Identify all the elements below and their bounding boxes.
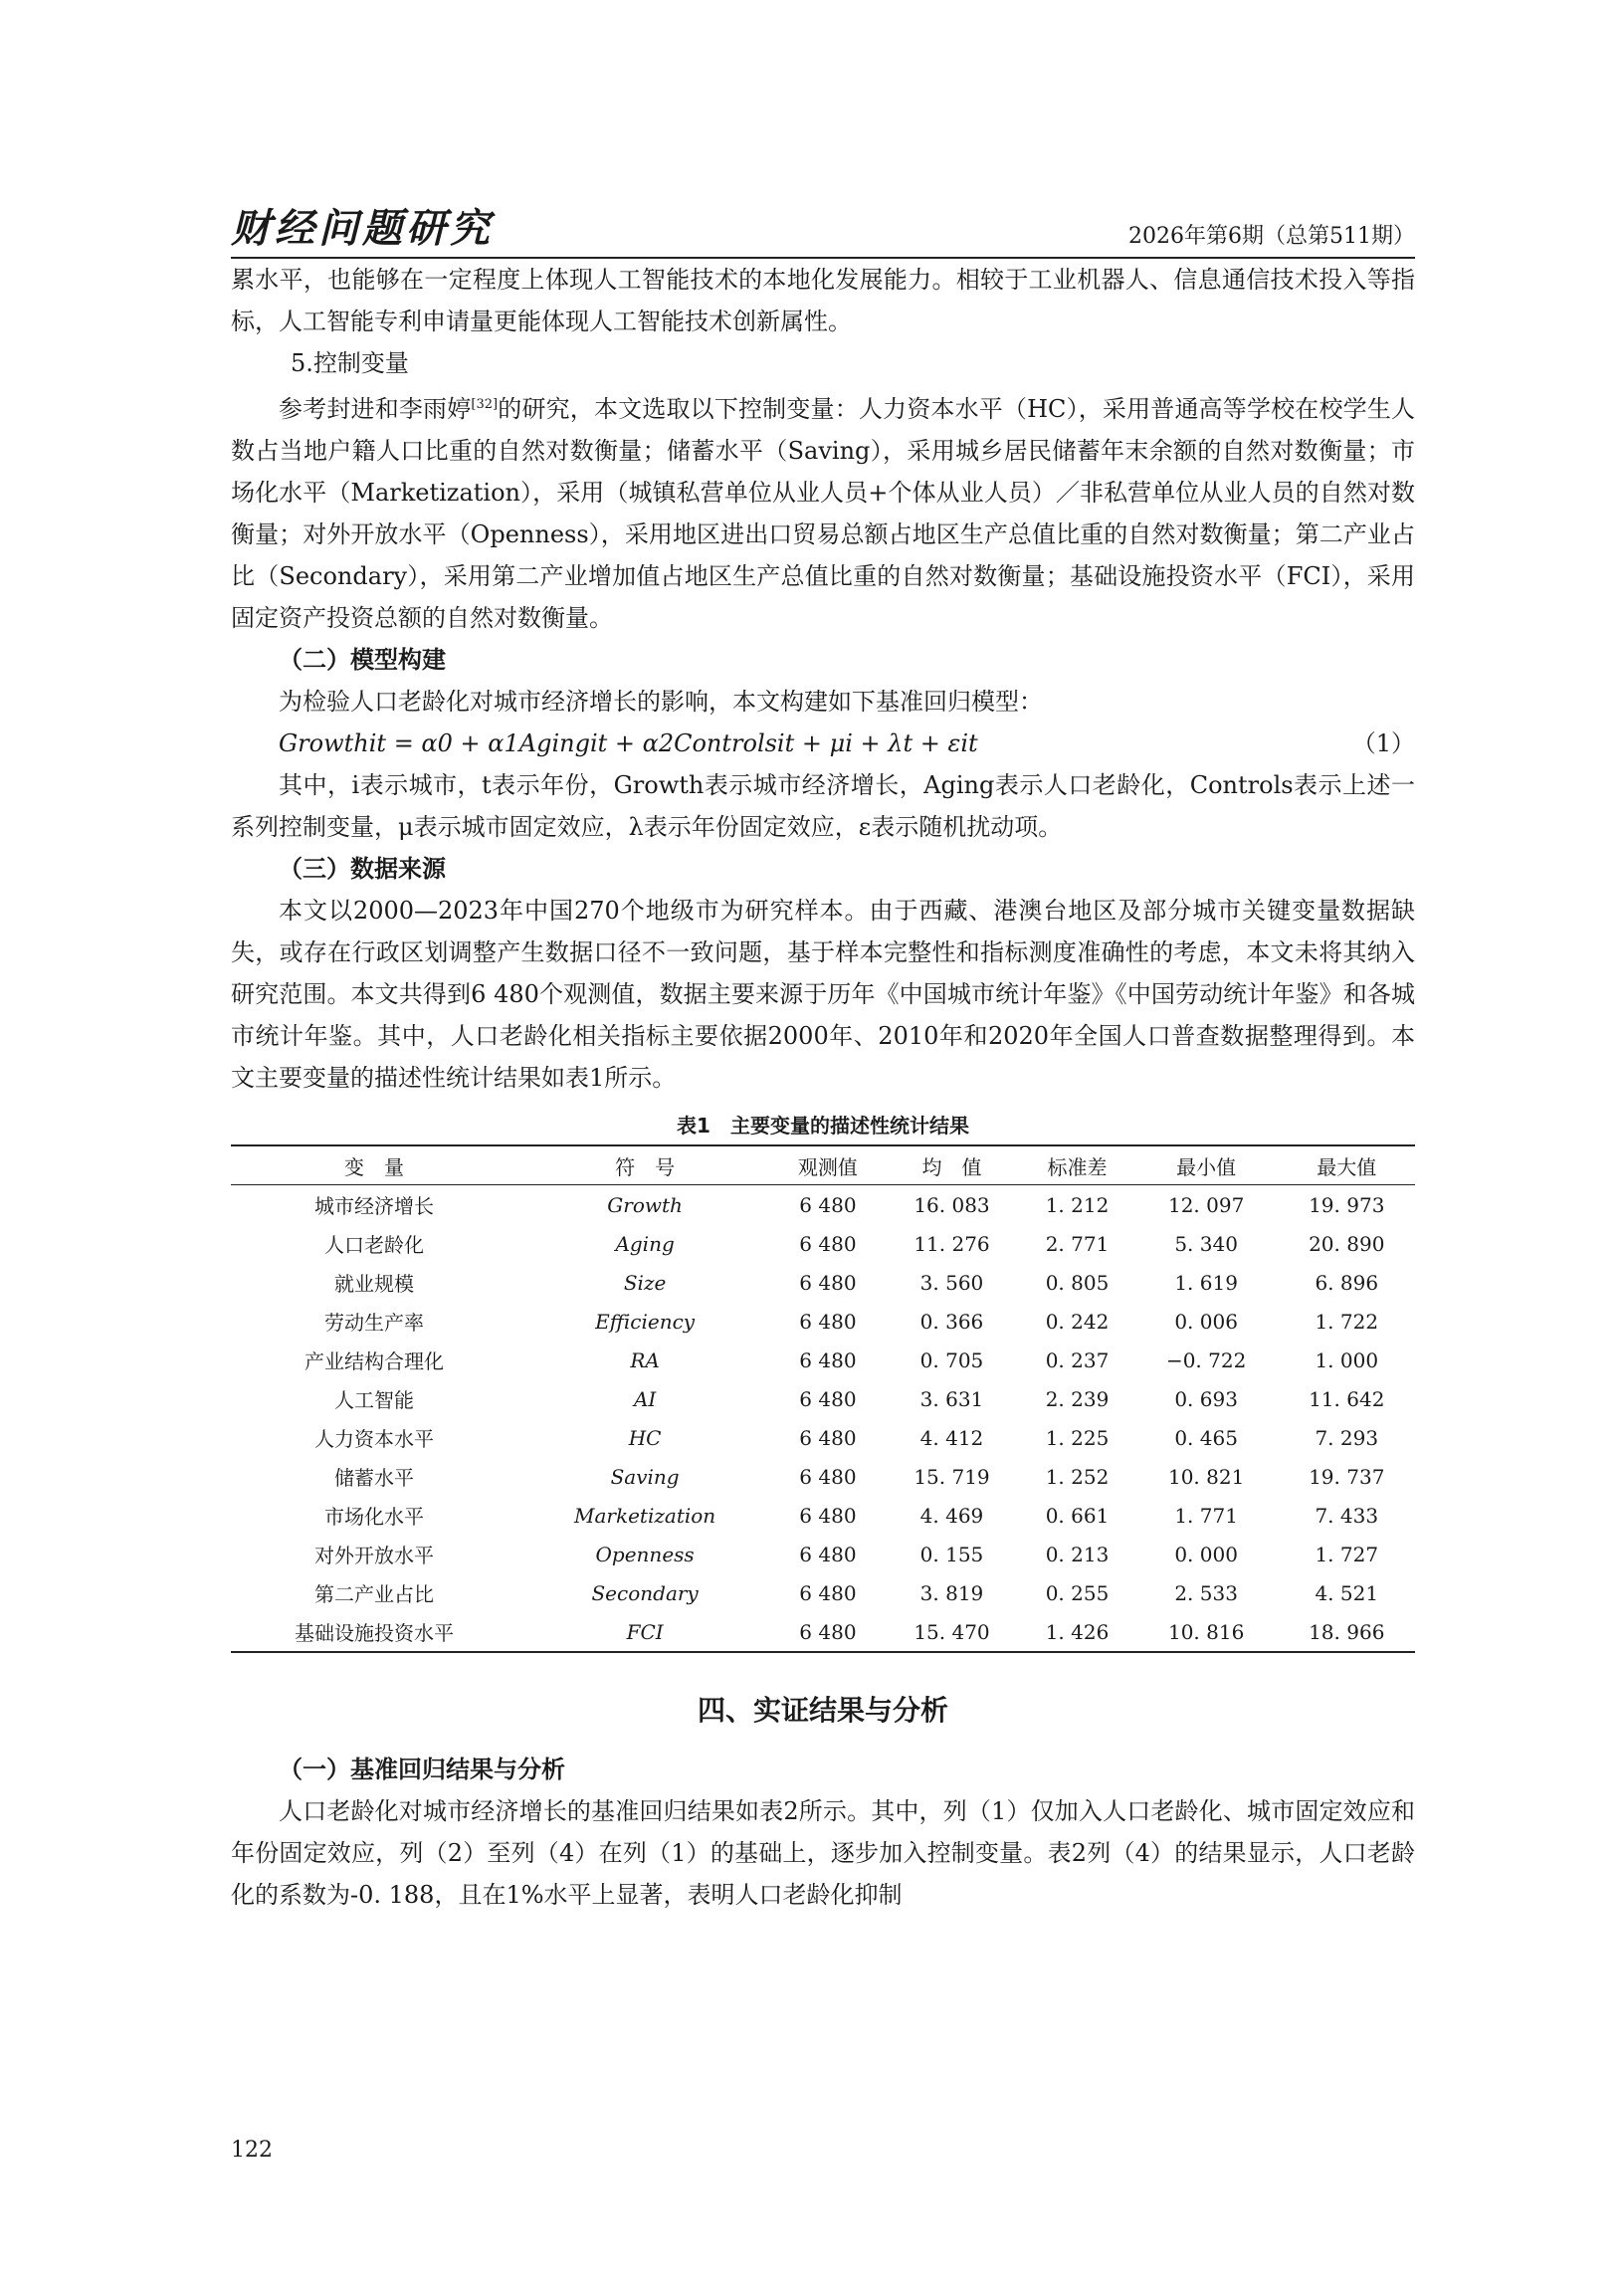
cell-max: 11. 642 (1309, 1386, 1385, 1411)
table-header-row (231, 1145, 1415, 1185)
cell-symbol: Secondary (591, 1580, 699, 1605)
equation-body: Growthit = α0 + α1Agingit + α2Controlsit + μi + λt + εit (279, 729, 978, 757)
cell-max: 19. 737 (1309, 1464, 1385, 1489)
cell-sd: 2. 771 (1045, 1231, 1110, 1256)
cell-sd: 1. 252 (1045, 1464, 1110, 1489)
cell-mean: 4. 412 (919, 1425, 984, 1450)
journal-logo: 财经问题研究 (231, 205, 494, 252)
cell-variable: 人口老龄化 (324, 1233, 425, 1257)
cell-symbol: RA (630, 1347, 660, 1372)
model-intro: 为检验人口老龄化对城市经济增长的影响，本文构建如下基准回归模型： (279, 688, 1043, 716)
cell-min: 2. 533 (1174, 1580, 1238, 1605)
control-variables-paragraph (231, 384, 1415, 639)
model-explanation: 其中，i表示城市，t表示年份，Growth表示城市经济增长，Aging表示人口老龄化，Controls表示上述一系列控制变量，μ表示城市固定效应，λ表示年份固定效应，ε表示随机扰动项。 (231, 771, 1415, 841)
baseline-paragraph: 人口老龄化对城市经济增长的基准回归结果如表2所示。其中，列（1）仅加入人口老龄化、城市固定效应和年份固定效应，列（2）至列（4）在列（1）的基础上，逐步加入控制变量。表2列（4）的结果显示，人口老龄化的系数为-0. 188，且在1%水平上显著，表明人口老龄化抑制 (231, 1797, 1415, 1909)
table-row (231, 1535, 1415, 1573)
cell-symbol: Aging (615, 1231, 675, 1256)
table-body (231, 1185, 1415, 1653)
table-row (231, 1457, 1415, 1496)
cell-min: 0. 465 (1174, 1425, 1238, 1450)
cell-min: 0. 006 (1174, 1309, 1238, 1334)
cell-sd: 1. 225 (1045, 1425, 1110, 1450)
cell-obs: 6 480 (799, 1503, 857, 1528)
citation-ref: [32] (471, 397, 499, 412)
cell-variable: 人力资本水平 (314, 1427, 435, 1451)
cell-symbol: Size (623, 1270, 667, 1295)
cell-min: 12. 097 (1167, 1192, 1245, 1217)
cell-sd: 0. 242 (1045, 1309, 1110, 1334)
control-variables-text-a: 参考封进和李雨婷 (279, 395, 472, 423)
cell-max: 7. 433 (1315, 1503, 1379, 1528)
cell-max: 1. 727 (1315, 1542, 1379, 1566)
cell-max: 18. 966 (1309, 1619, 1385, 1644)
cell-obs: 6 480 (799, 1309, 857, 1334)
equation (231, 723, 1415, 764)
cell-mean: 0. 155 (919, 1542, 984, 1566)
table-row (231, 1573, 1415, 1612)
cell-variable: 对外开放水平 (314, 1544, 435, 1567)
table-row (231, 1302, 1415, 1341)
cell-mean: 3. 560 (919, 1270, 984, 1295)
cell-obs: 6 480 (799, 1619, 857, 1644)
issue-info: 2026年第6期（总第511期） (1128, 224, 1415, 249)
cell-symbol: Saving (610, 1464, 680, 1489)
paper-page (231, 199, 1415, 1916)
table-row (231, 1224, 1415, 1263)
section-model-heading: （二）模型构建 (279, 646, 446, 674)
cell-symbol: HC (628, 1425, 662, 1450)
chapter-heading: 四、实证结果与分析 (697, 1694, 948, 1727)
cell-max: 1. 722 (1315, 1309, 1379, 1334)
cell-max: 1. 000 (1315, 1347, 1379, 1372)
cell-min: −0. 722 (1165, 1347, 1247, 1372)
cell-min: 5. 340 (1174, 1231, 1238, 1256)
cell-symbol: Efficiency (595, 1309, 696, 1334)
data-source-paragraph: 本文以2000—2023年中国270个地级市为研究样本。由于西藏、港澳台地区及部分城市关键变量数据缺失，或存在行政区划调整产生数据口径不一致问题，基于样本完整性和指标测度准确性的考虑，本文未将其纳入研究范围。本文共得到6 480个观测值，数据主要来源于历年《中国城市统计年鉴》《中国劳动统计年鉴》和各城市统计年鉴。其中，人口老龄化相关指标主要依据2000年、2010年和2020年全国人口普查数据整理得到。本文主要变量的描述性统计结果如表1所示。 (231, 897, 1415, 1092)
cell-obs: 6 480 (799, 1270, 857, 1295)
table-row (231, 1341, 1415, 1379)
cell-variable: 基础设施投资水平 (295, 1621, 455, 1645)
col-max: 最大值 (1317, 1154, 1377, 1179)
section-data-heading: （三）数据来源 (279, 855, 446, 883)
cell-max: 6. 896 (1315, 1270, 1379, 1295)
cell-max: 7. 293 (1315, 1425, 1379, 1450)
paragraph-continued: 累水平，也能够在一定程度上体现人工智能技术的本地化发展能力。相较于工业机器人、信息通信技术投入等指标，人工智能专利申请量更能体现人工智能技术创新属性。 (231, 266, 1415, 335)
table-row (231, 1379, 1415, 1418)
cell-min: 10. 816 (1167, 1619, 1245, 1644)
cell-symbol: Openness (595, 1542, 695, 1566)
cell-mean: 3. 631 (919, 1386, 984, 1411)
cell-min: 0. 693 (1174, 1386, 1238, 1411)
cell-sd: 0. 237 (1045, 1347, 1110, 1372)
cell-obs: 6 480 (799, 1386, 857, 1411)
col-mean: 均 值 (921, 1154, 982, 1179)
cell-variable: 市场化水平 (324, 1505, 425, 1529)
cell-obs: 6 480 (799, 1464, 857, 1489)
table-row (231, 1496, 1415, 1535)
table-row (231, 1185, 1415, 1225)
cell-obs: 6 480 (799, 1231, 857, 1256)
cell-obs: 6 480 (799, 1192, 857, 1217)
page-number: 122 (231, 2138, 273, 2163)
cell-variable: 第二产业占比 (314, 1582, 435, 1606)
col-symbol: 符 号 (615, 1154, 676, 1179)
cell-sd: 0. 661 (1045, 1503, 1110, 1528)
cell-variable: 人工智能 (334, 1388, 415, 1412)
section-baseline-heading: （一）基准回归结果与分析 (279, 1756, 565, 1783)
page-header (231, 199, 1415, 259)
cell-min: 1. 771 (1174, 1503, 1238, 1528)
cell-variable: 产业结构合理化 (304, 1349, 445, 1373)
cell-max: 4. 521 (1315, 1580, 1379, 1605)
cell-mean: 0. 705 (919, 1347, 984, 1372)
cell-min: 1. 619 (1174, 1270, 1238, 1295)
cell-variable: 就业规模 (334, 1272, 415, 1296)
cell-sd: 0. 255 (1045, 1580, 1110, 1605)
cell-symbol: FCI (626, 1619, 664, 1644)
cell-max: 20. 890 (1309, 1231, 1385, 1256)
cell-sd: 0. 805 (1045, 1270, 1110, 1295)
col-variable: 变 量 (344, 1154, 405, 1179)
cell-sd: 1. 212 (1045, 1192, 1110, 1217)
cell-variable: 储蓄水平 (334, 1466, 415, 1490)
cell-obs: 6 480 (799, 1580, 857, 1605)
cell-obs: 6 480 (799, 1542, 857, 1566)
table-row (231, 1263, 1415, 1302)
cell-symbol: Growth (607, 1192, 683, 1217)
table-row (231, 1418, 1415, 1457)
cell-max: 19. 973 (1309, 1192, 1385, 1217)
col-obs: 观测值 (797, 1154, 858, 1179)
cell-variable: 劳动生产率 (324, 1311, 425, 1335)
cell-mean: 15. 470 (914, 1619, 990, 1644)
cell-sd: 0. 213 (1045, 1542, 1110, 1566)
cell-mean: 3. 819 (919, 1580, 984, 1605)
cell-sd: 2. 239 (1045, 1386, 1110, 1411)
cell-symbol: AI (633, 1386, 657, 1411)
cell-mean: 0. 366 (919, 1309, 984, 1334)
cell-variable: 城市经济增长 (314, 1194, 435, 1218)
col-min: 最小值 (1176, 1154, 1237, 1179)
cell-mean: 4. 469 (919, 1503, 984, 1528)
cell-symbol: Marketization (574, 1503, 716, 1528)
cell-obs: 6 480 (799, 1347, 857, 1372)
descriptive-stats-table (231, 1144, 1415, 1653)
cell-mean: 11. 276 (914, 1231, 990, 1256)
cell-obs: 6 480 (799, 1425, 857, 1450)
cell-min: 10. 821 (1167, 1464, 1245, 1489)
col-sd: 标准差 (1047, 1154, 1108, 1179)
cell-mean: 15. 719 (914, 1464, 990, 1489)
table-title: 表1 主要变量的描述性统计结果 (677, 1114, 969, 1138)
equation-number: （1） (1351, 729, 1415, 757)
cell-sd: 1. 426 (1045, 1619, 1110, 1644)
cell-mean: 16. 083 (914, 1192, 990, 1217)
control-variables-text-b: 的研究，本文选取以下控制变量：人力资本水平（HC），采用普通高等学校在校学生人数占当地户籍人口比重的自然对数衡量；储蓄水平（Saving），采用城乡居民储蓄年末余额的自然对数衡量；市场化水平（Marketization），采用（城镇私营单位从业人员+个体从业人员）／非私营单位从业人员的自然对数衡量；对外开放水平（Openness），采用地区进出口贸易总额占地区生产总值比重的自然对数衡量；第二产业占比（Secondary），采用第二产业增加值占地区生产总值比重的自然对数衡量；基础设施投资水平（FCI），采用固定资产投资总额的自然对数衡量。 (231, 395, 1416, 632)
table-row (231, 1612, 1415, 1652)
cell-min: 0. 000 (1174, 1542, 1238, 1566)
control-variables-heading: 5.控制变量 (291, 349, 409, 377)
